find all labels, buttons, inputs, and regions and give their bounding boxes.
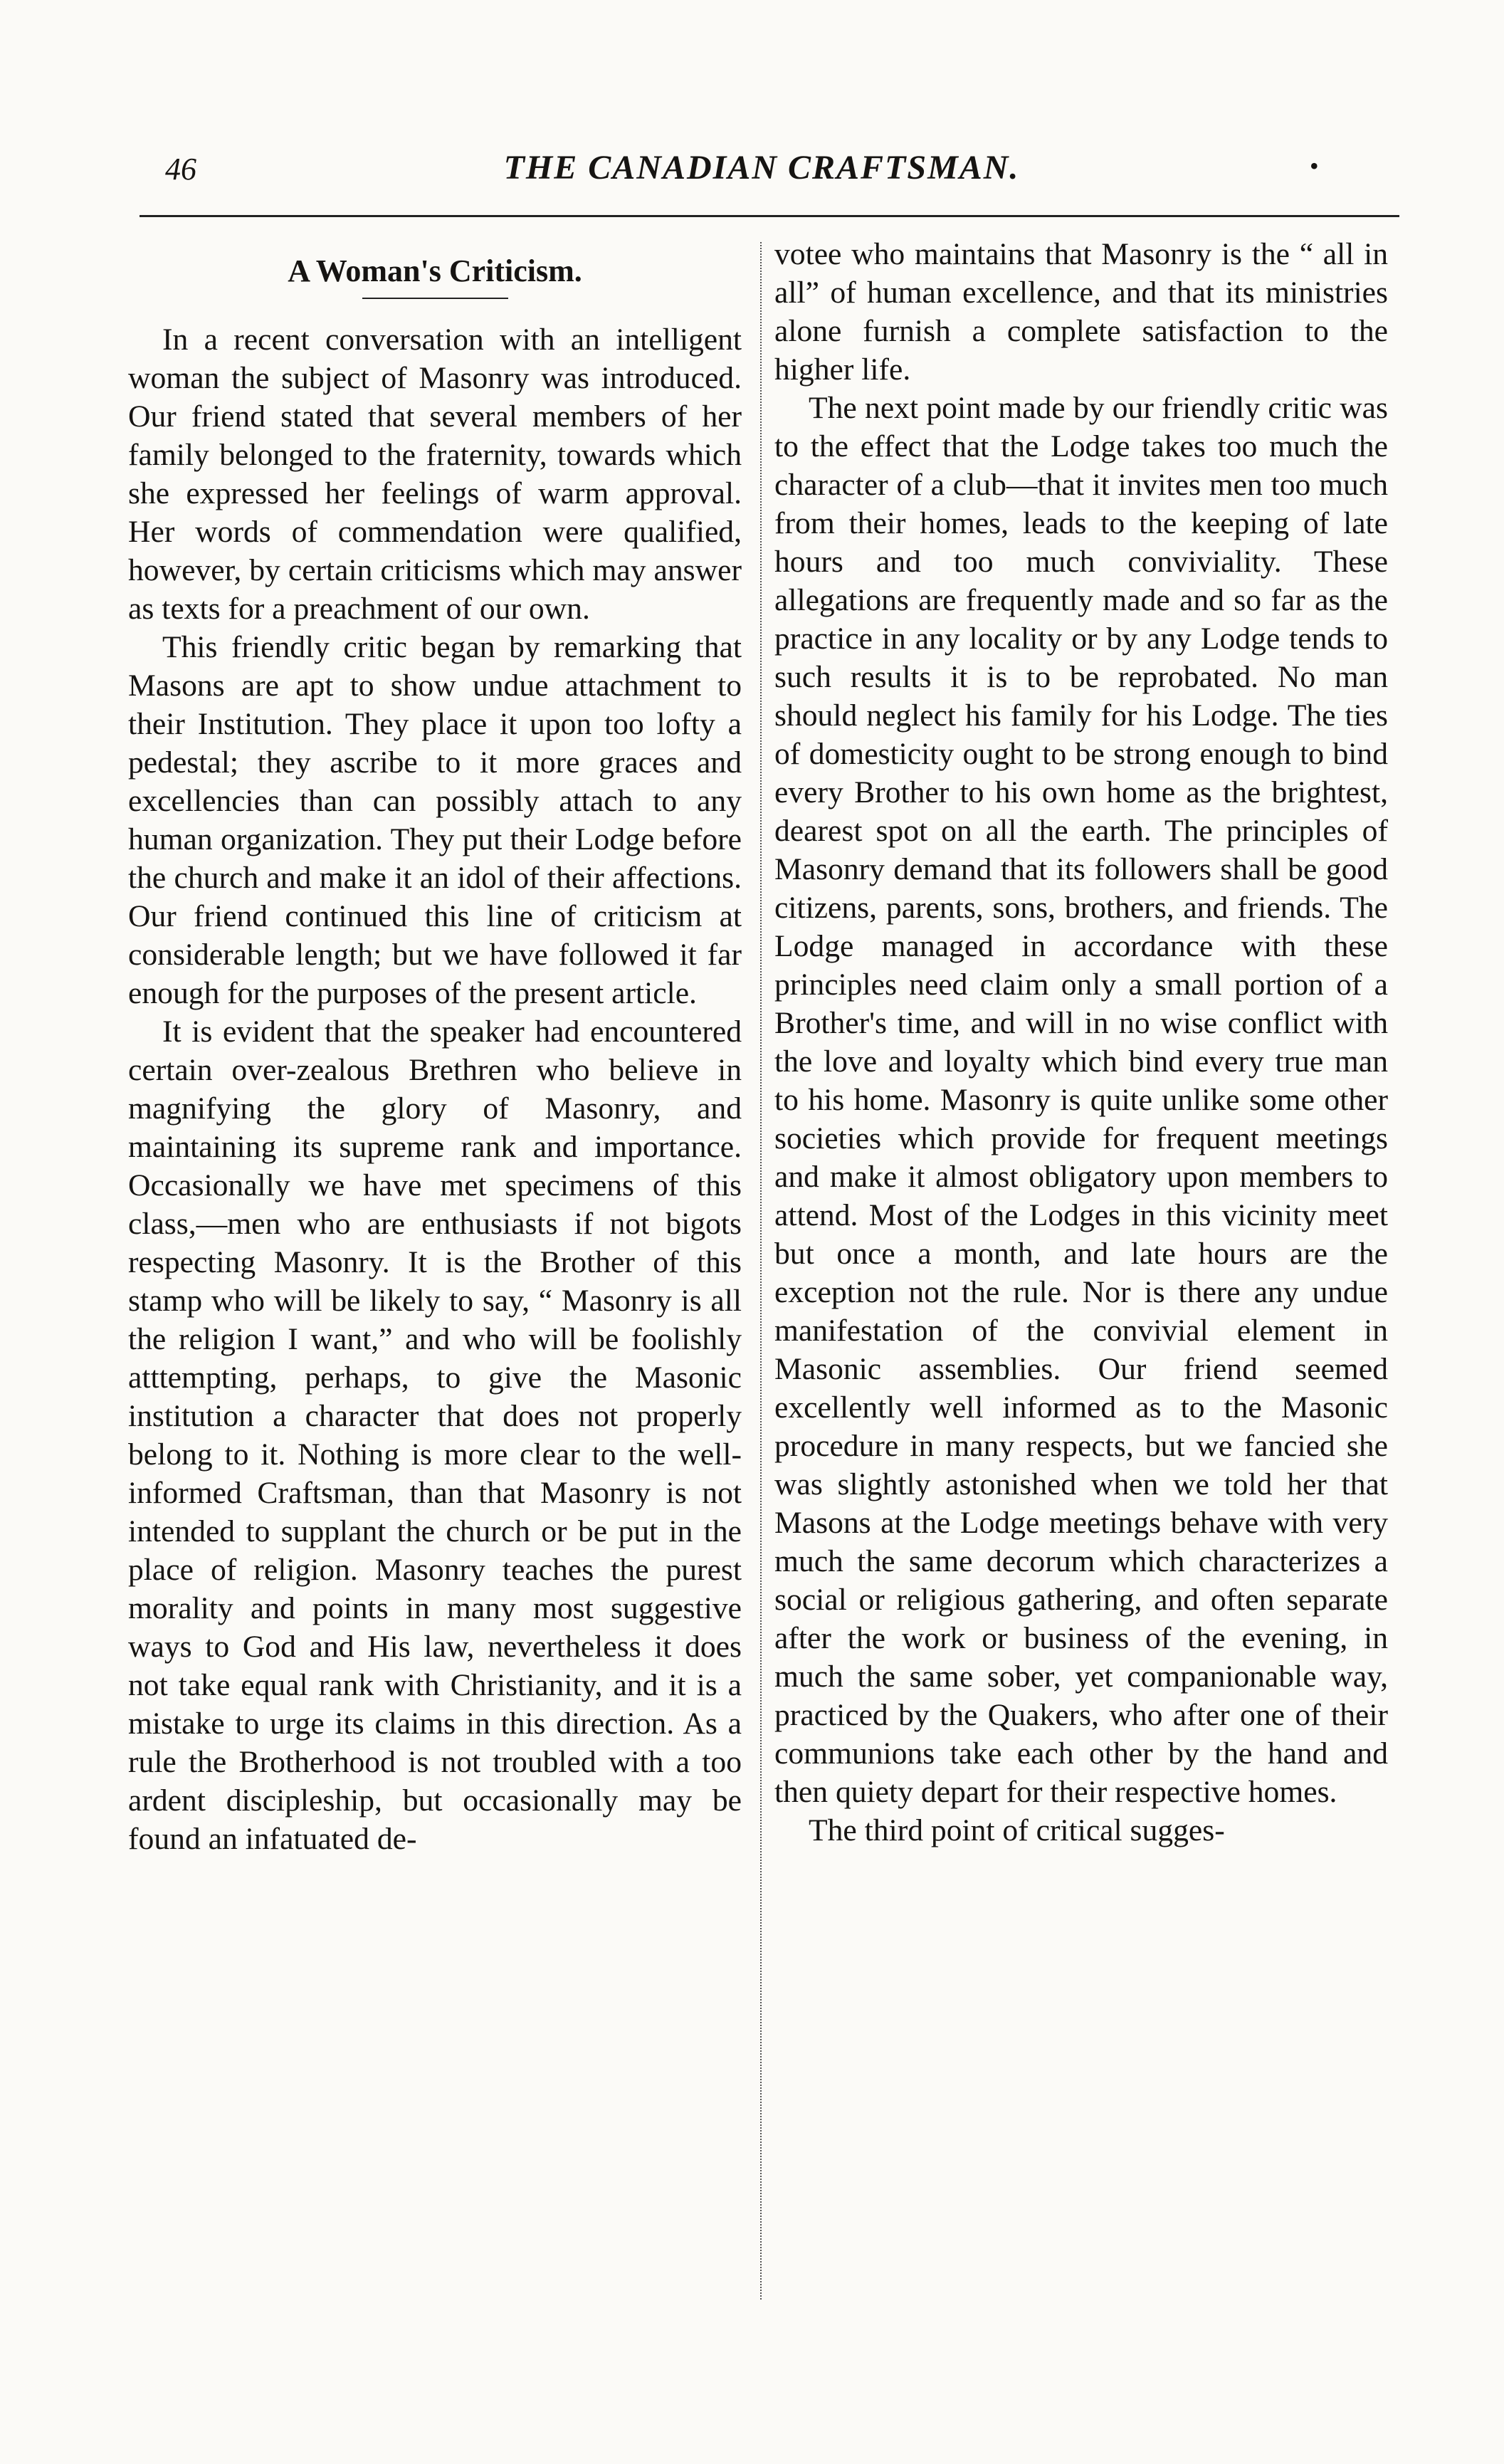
paragraph: The third point of critical sugges- [809, 1813, 1225, 1847]
header-rule [140, 215, 1399, 217]
paragraph: The next point made by our friendly critic was to the effect that the Lodge takes too much the character of a club—that it invites men too much from their homes, leads to the keeping of late hours and too much conviviality. These allegations are frequently made and so far as the practice in any locality or by any Lodge tends to such results it is to be reprobated. No man should neglect his family for his Lodge. The ties of domesticity ought to be strong enough to bind every Brother to his own home as the brightest, dearest spot on all the earth. The principles of Masonry demand that its followers shall be good citizens, parents, sons, brothers, and friends. The Lodge managed in accordance with these principles need claim only a small portion of a Brother's time, and will in no wise conflict with the love and loyalty which bind every true man to his home. Masonry is quite unlike some other societies which provide for frequent meetings and make it almost obligatory upon members to attend. Most of the Lodges in this vicinity meet but once a month, and late hours are the exception not the rule. Nor is there any undue manifestation of the convivial element in Masonic assemblies. Our friend seemed excellently well informed as to the Masonic procedure in many respects, but we fancied she was slightly astonished when we told her that Masons at the Lodge meetings behave with very much the same decorum which characterizes a social or religious gathering, and often separate after the work or business of the evening, in much the same sober, yet companionable way, practiced by the Quakers, who after one of their communions take each other by the hand and then quiety depart for their respective homes. [774, 391, 1388, 1809]
right-column [774, 235, 1388, 1850]
paragraph: This friendly critic began by remarking that Masons are apt to show undue attachment to their Institution. They place it upon too lofty a pedestal; they ascribe to it more graces and excellencies than can possibly attach to any human organization. They put their Lodge before the church and make it an idol of their affections. Our friend continued this line of criticism at considerable length; but we have followed it far enough for the purposes of the present article. [128, 630, 742, 1010]
article-title: A Woman's Criticism. [288, 253, 582, 288]
column-divider [760, 242, 762, 2300]
header-mark: • [1310, 152, 1319, 180]
paragraph: It is evident that the speaker had encountered certain over-zealous Brethren who believe in magnifying the glory of Masonry, and maintaining its supreme rank and importance. Occasionally we have met specimens of this class,—men who are enthusiasts if not bigots respecting Masonry. It is the Brother of this stamp who will be likely to say, “ Masonry is all the religion I want,” and who will be foolishly atttempting, perhaps, to give the Masonic institution a character that does not properly belong to it. Nothing is more clear to the well-informed Craftsman, than that Masonry is not intended to supplant the church or be put in the place of religion. Masonry teaches the purest morality and points in many most suggestive ways to God and His law, nevertheless it does not take equal rank with Christianity, and it is a mistake to urge its claims in this direction. As a rule the Brotherhood is not troubled with a too ardent discipleship, but occasionally may be found an infatuated de- [128, 1015, 742, 1856]
page-number: 46 [165, 152, 196, 187]
left-column [128, 235, 742, 1858]
running-head-title: THE CANADIAN CRAFTSMAN. [503, 149, 1020, 187]
paragraph: In a recent conversation with an intelligent woman the subject of Masonry was introduced. Our friend stated that several members of her family belonged to the fraternity, towards which she expressed her feelings of warm approval. Her words of commendation were qualified, however, by certain criticisms which may answer as texts for a preachment of our own. [128, 323, 742, 626]
title-rule [362, 298, 508, 299]
paragraph-continuation: votee who maintains that Masonry is the “ all in all” of human excellence, and that its ministries alone furnish a complete satisfaction to the higher life. [774, 237, 1388, 387]
